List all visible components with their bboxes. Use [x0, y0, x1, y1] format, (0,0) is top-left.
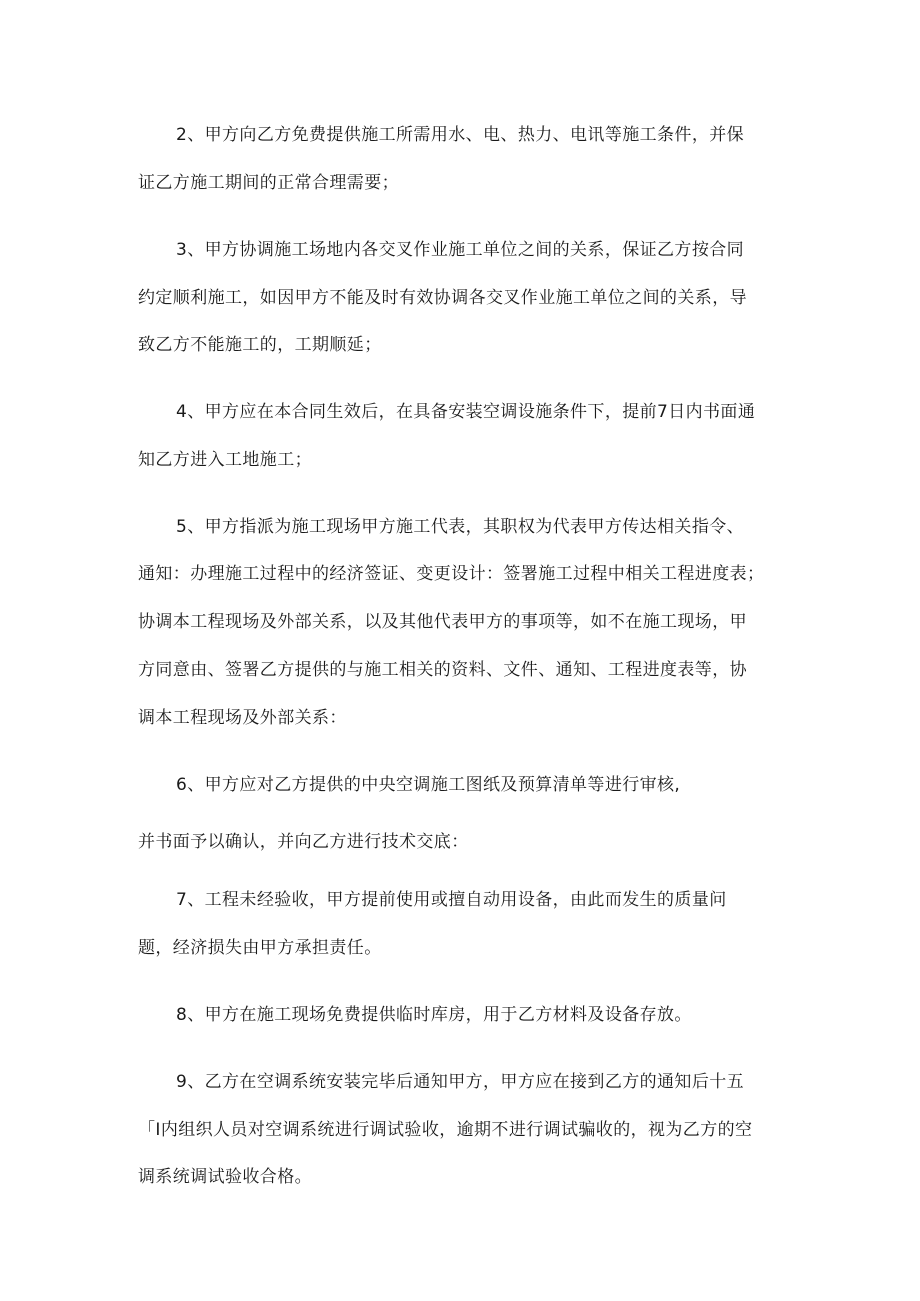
text-line: 协调本工程现场及外部关系，以及其他代表甲方的事项等，如不在施工现场，甲: [138, 612, 747, 632]
text-line: 题，经济损失由甲方承担责任。: [138, 938, 382, 958]
text-line: 3、甲方协调施工场地内各交叉作业施工单位之间的关系，保证乙方按合同: [176, 240, 745, 260]
text-line: 调本工程现场及外部关系：: [138, 708, 347, 728]
text-line: 知乙方进入工地施工；: [138, 450, 312, 470]
text-line: 证乙方施工期间的正常合理需要；: [138, 173, 399, 193]
text-line: 2、甲方向乙方免费提供施工所需用水、电、热力、电讯等施工条件，并保: [176, 125, 745, 145]
text-line: 4、甲方应在本合同生效后，在具备安装空调设施条件下，提前7日内书面通: [176, 402, 756, 422]
text-line: 调系统调试验收合格。: [138, 1167, 312, 1187]
text-line: 5、甲方指派为施工现场甲方施工代表，其职权为代表甲方传达相关指令、: [176, 517, 745, 537]
text-line: 约定顺利施工，如因甲方不能及时有效协调各交叉作业施工单位之间的关系，导: [138, 288, 747, 308]
text-line: 9、乙方在空调系统安装完毕后通知甲方，甲方应在接到乙方的通知后十五: [176, 1072, 745, 1092]
text-line: 6、甲方应对乙方提供的中央空调施工图纸及预算清单等进行审核,: [176, 775, 681, 795]
text-line: 并书面予以确认，并向乙方进行技术交底：: [138, 832, 469, 852]
text-line: 「I内组织人员对空调系统进行调试验收，逾期不进行调试骗收的，视为乙方的空: [138, 1120, 753, 1140]
text-line: 7、工程未经验收，甲方提前使用或擅自动用设备，由此而发生的质量问: [176, 890, 727, 910]
text-line: 致乙方不能施工的，工期顺延；: [138, 335, 382, 355]
text-line: 8、甲方在施工现场免费提供临时库房，用于乙方材料及设备存放。: [176, 1005, 692, 1025]
text-line: 方同意由、签署乙方提供的与施工相关的资料、文件、通知、工程进度表等，协: [138, 660, 747, 680]
text-line: 通知：办理施工过程中的经济签证、变更设计：签署施工过程中相关工程进度表；: [138, 564, 765, 584]
